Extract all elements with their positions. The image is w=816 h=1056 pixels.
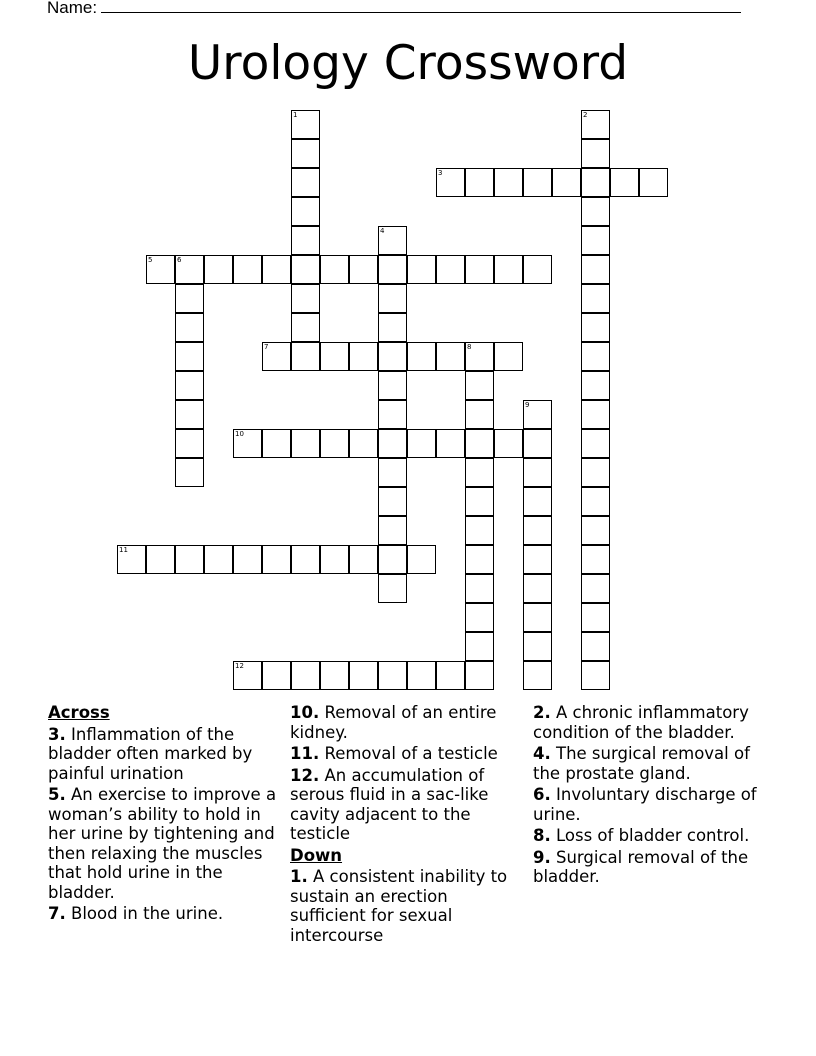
clue-number: 1: [293, 111, 298, 119]
grid-cell[interactable]: [320, 661, 349, 690]
grid-cell[interactable]: [436, 255, 465, 284]
clue-number: 9: [525, 401, 530, 409]
grid-cell[interactable]: [523, 168, 552, 197]
grid-cell[interactable]: [436, 661, 465, 690]
grid-cell[interactable]: [262, 255, 291, 284]
grid-cell[interactable]: [465, 168, 494, 197]
grid-cell[interactable]: [407, 429, 436, 458]
grid-cell[interactable]: [581, 255, 610, 284]
grid-cell[interactable]: [291, 226, 320, 255]
grid-cell[interactable]: [581, 429, 610, 458]
grid-cell[interactable]: [523, 603, 552, 632]
grid-cell[interactable]: [523, 429, 552, 458]
grid-cell[interactable]: [291, 284, 320, 313]
grid-cell[interactable]: [465, 429, 494, 458]
grid-cell[interactable]: [378, 342, 407, 371]
clue-number: 8: [467, 343, 472, 351]
grid-cell[interactable]: [378, 458, 407, 487]
grid-cell[interactable]: [523, 255, 552, 284]
clue-across-10: 10. Removal of an entire kidney.: [290, 703, 497, 742]
grid-cell[interactable]: [465, 458, 494, 487]
grid-cell[interactable]: [378, 545, 407, 574]
grid-cell[interactable]: [320, 545, 349, 574]
clue-down-6: 6. Involuntary discharge of urine.: [533, 785, 757, 824]
grid-cell[interactable]: [378, 574, 407, 603]
grid-cell[interactable]: [291, 429, 320, 458]
clue-down-4: 4. The surgical removal of the prostate gland.: [533, 744, 750, 783]
grid-cell[interactable]: [291, 342, 320, 371]
clue-number: 3: [438, 169, 443, 177]
grid-cell[interactable]: [204, 545, 233, 574]
grid-cell[interactable]: [581, 487, 610, 516]
grid-cell[interactable]: [349, 255, 378, 284]
grid-cell[interactable]: [175, 284, 204, 313]
grid-cell[interactable]: [349, 661, 378, 690]
grid-cell[interactable]: [233, 661, 262, 690]
grid-cell[interactable]: [291, 168, 320, 197]
grid-cell[interactable]: [320, 255, 349, 284]
grid-cell[interactable]: [465, 574, 494, 603]
grid-cell[interactable]: [320, 342, 349, 371]
grid-cell[interactable]: [146, 545, 175, 574]
grid-cell[interactable]: [378, 313, 407, 342]
grid-cell[interactable]: [465, 255, 494, 284]
grid-cell[interactable]: [436, 168, 465, 197]
grid-cell[interactable]: [465, 545, 494, 574]
grid-cell[interactable]: [465, 342, 494, 371]
grid-cell[interactable]: [378, 516, 407, 545]
clue-across-12: 12. An accumulation of serous fluid in a sac-like cavity adjacent to the testicle: [290, 765, 489, 843]
grid-cell[interactable]: [494, 342, 523, 371]
grid-cell[interactable]: [523, 458, 552, 487]
grid-cell[interactable]: [523, 516, 552, 545]
grid-cell[interactable]: [291, 110, 320, 139]
grid-cell[interactable]: [378, 226, 407, 255]
grid-cell[interactable]: [349, 545, 378, 574]
grid-cell[interactable]: [581, 661, 610, 690]
grid-cell[interactable]: [233, 429, 262, 458]
grid-cell[interactable]: [523, 545, 552, 574]
grid-cell[interactable]: [291, 661, 320, 690]
clue-number: 5: [148, 256, 153, 264]
grid-cell[interactable]: [465, 516, 494, 545]
clue-number: 12: [235, 662, 244, 670]
grid-cell[interactable]: [175, 342, 204, 371]
grid-cell[interactable]: [581, 284, 610, 313]
name-label: Name:: [47, 0, 98, 17]
grid-cell[interactable]: [581, 516, 610, 545]
grid-cell[interactable]: [639, 168, 668, 197]
clues-column-3: [533, 703, 771, 889]
clues-column-2: [290, 703, 528, 947]
grid-cell[interactable]: [581, 110, 610, 139]
grid-cell[interactable]: [407, 255, 436, 284]
grid-cell[interactable]: [291, 545, 320, 574]
page-title: Urology Crossword: [187, 36, 629, 91]
grid-cell[interactable]: [175, 400, 204, 429]
grid-cell[interactable]: [262, 545, 291, 574]
grid-cell[interactable]: [204, 255, 233, 284]
grid-cell[interactable]: [378, 487, 407, 516]
grid-cell[interactable]: [581, 197, 610, 226]
grid-cell[interactable]: [175, 255, 204, 284]
grid-cell[interactable]: [175, 545, 204, 574]
grid-cell[interactable]: [581, 226, 610, 255]
clue-number: 6: [177, 256, 182, 264]
grid-cell[interactable]: [233, 545, 262, 574]
grid-cell[interactable]: [581, 168, 610, 197]
across-heading: Across: [48, 703, 110, 722]
clue-number: 10: [235, 430, 244, 438]
grid-cell[interactable]: [465, 603, 494, 632]
grid-cell[interactable]: [378, 255, 407, 284]
grid-cell[interactable]: [552, 168, 581, 197]
grid-cell[interactable]: [494, 255, 523, 284]
clue-number: 7: [264, 343, 269, 351]
grid-cell[interactable]: [581, 400, 610, 429]
grid-cell[interactable]: [523, 574, 552, 603]
grid-cell[interactable]: [581, 458, 610, 487]
grid-cell[interactable]: [320, 429, 349, 458]
grid-cell[interactable]: [436, 342, 465, 371]
clue-across-7: 7. Blood in the urine.: [48, 904, 224, 923]
grid-cell[interactable]: [146, 255, 175, 284]
grid-cell[interactable]: [291, 139, 320, 168]
clue-number: 4: [380, 227, 385, 235]
grid-cell[interactable]: [262, 429, 291, 458]
grid-cell[interactable]: [581, 371, 610, 400]
grid-cell[interactable]: [465, 371, 494, 400]
grid-cell[interactable]: [581, 313, 610, 342]
grid-cell[interactable]: [610, 168, 639, 197]
grid-cell[interactable]: [291, 197, 320, 226]
grid-cell[interactable]: [465, 632, 494, 661]
grid-cell[interactable]: [581, 342, 610, 371]
grid-cell[interactable]: [262, 661, 291, 690]
grid-cell[interactable]: [262, 342, 291, 371]
grid-cell[interactable]: [378, 661, 407, 690]
grid-cell[interactable]: [349, 342, 378, 371]
grid-cell[interactable]: [523, 400, 552, 429]
grid-cell[interactable]: [465, 400, 494, 429]
clue-down-9: 9. Surgical removal of the bladder.: [533, 847, 749, 886]
grid-cell[interactable]: [494, 429, 523, 458]
clue-across-5: 5. An exercise to improve a woman’s ability to hold in her urine by tightening and then relaxing the muscles that hold urine in the bladder.: [48, 785, 277, 902]
clue-across-3: 3. Inflammation of the bladder often marked by painful urination: [48, 724, 253, 783]
grid-cell[interactable]: [523, 632, 552, 661]
grid-cell[interactable]: [291, 255, 320, 284]
grid-cell[interactable]: [523, 661, 552, 690]
clue-down-8: 8. Loss of bladder control.: [533, 826, 750, 845]
clues-column-1: [48, 703, 286, 926]
grid-cell[interactable]: [117, 545, 146, 574]
grid-cell[interactable]: [465, 487, 494, 516]
clue-number: 11: [119, 546, 128, 554]
grid-cell[interactable]: [233, 255, 262, 284]
down-heading: Down: [290, 845, 343, 865]
clue-down-1: 1. A consistent inability to sustain an erection sufficient for sexual intercourse: [290, 867, 508, 945]
grid-cell[interactable]: [407, 342, 436, 371]
grid-cell[interactable]: [407, 661, 436, 690]
grid-cell[interactable]: [175, 371, 204, 400]
grid-cell[interactable]: [581, 632, 610, 661]
grid-cell[interactable]: [378, 429, 407, 458]
grid-cell[interactable]: [581, 574, 610, 603]
grid-cell[interactable]: [581, 545, 610, 574]
clue-down-2: 2. A chronic inflammatory condition of the bladder.: [533, 703, 749, 742]
grid-cell[interactable]: [581, 603, 610, 632]
clue-number: 2: [583, 111, 588, 119]
grid-cell[interactable]: [378, 371, 407, 400]
grid-cell[interactable]: [523, 487, 552, 516]
grid-cell[interactable]: [175, 429, 204, 458]
grid-cell[interactable]: [407, 545, 436, 574]
grid-cell[interactable]: [436, 429, 465, 458]
grid-cell[interactable]: [581, 139, 610, 168]
grid-cell[interactable]: [378, 284, 407, 313]
grid-cell[interactable]: [175, 458, 204, 487]
grid-cell[interactable]: [378, 400, 407, 429]
grid-cell[interactable]: [494, 168, 523, 197]
grid-cell[interactable]: [465, 661, 494, 690]
grid-cell[interactable]: [349, 429, 378, 458]
clue-across-11: 11. Removal of a testicle: [290, 744, 498, 763]
grid-cell[interactable]: [291, 313, 320, 342]
grid-cell[interactable]: [175, 313, 204, 342]
